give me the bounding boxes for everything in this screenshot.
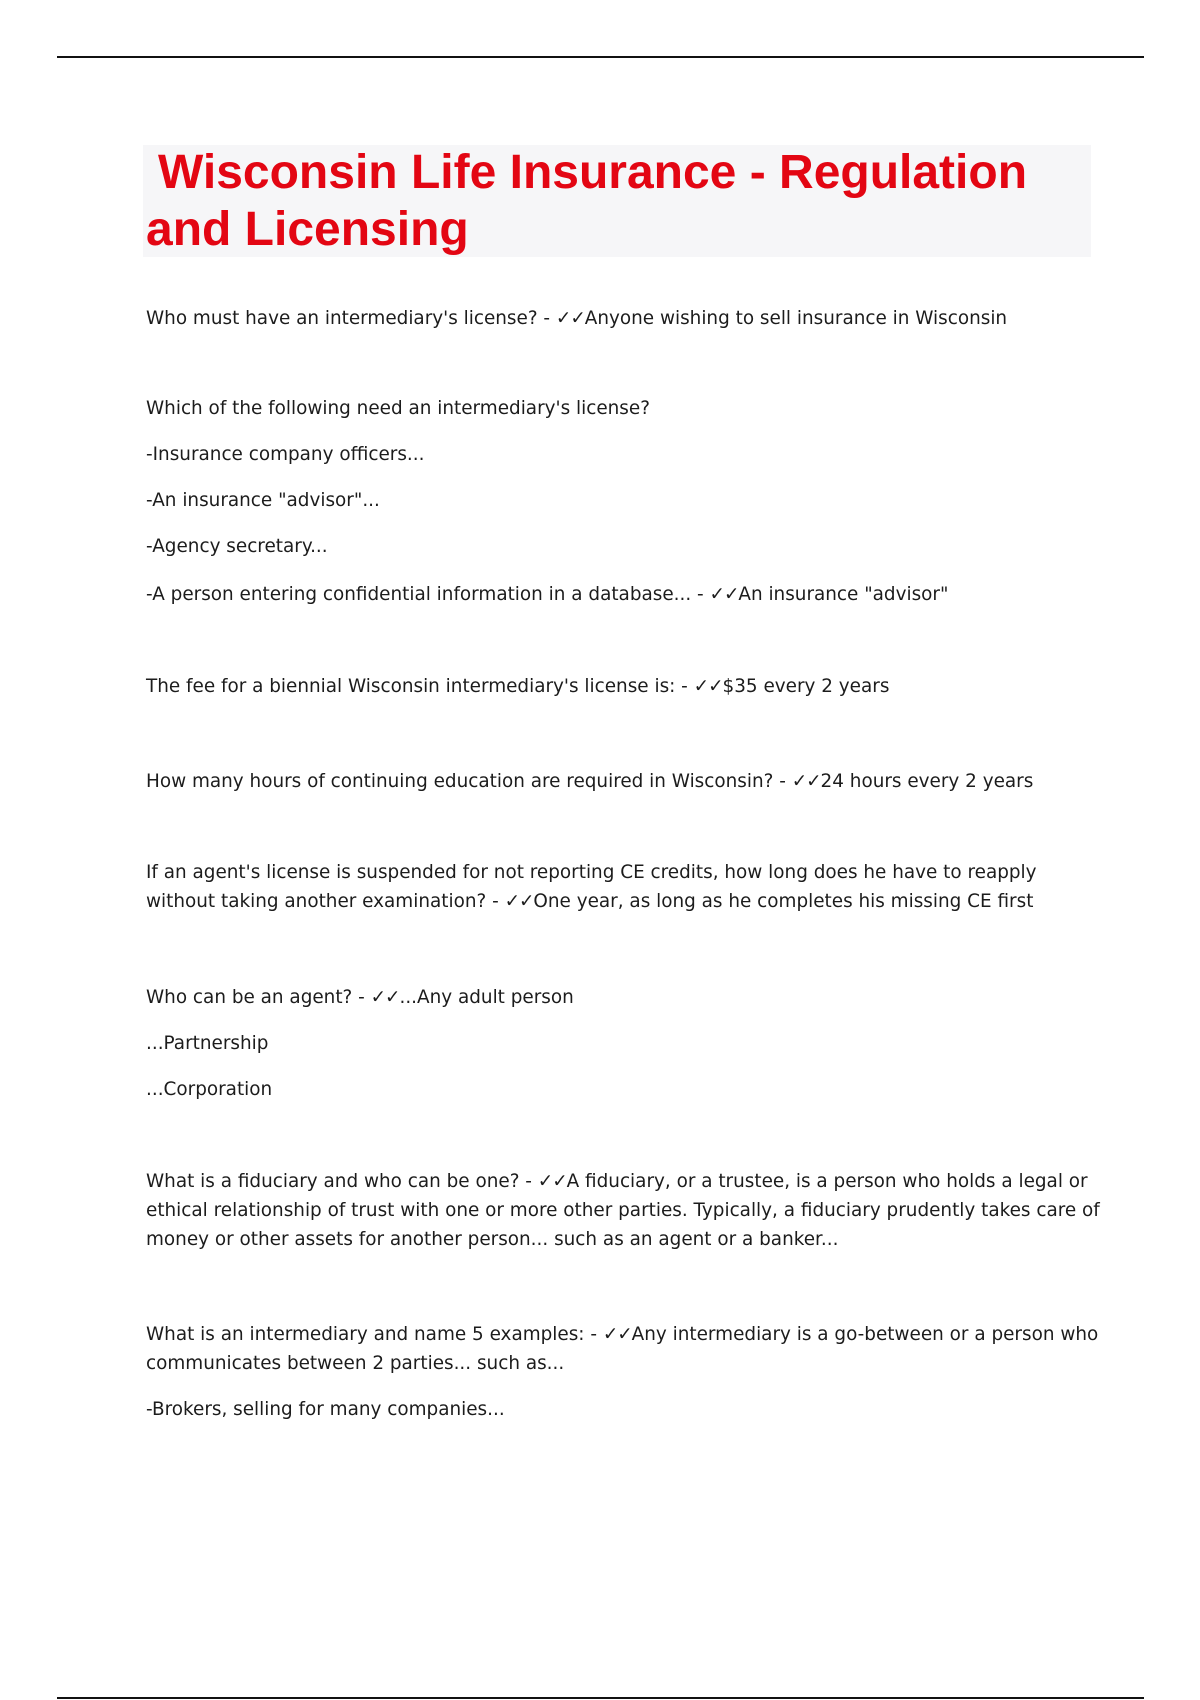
answer-text: $35 every 2 years: [722, 676, 890, 697]
footer-rule: [57, 1697, 1144, 1699]
question-text: Who can be an agent? -: [146, 987, 371, 1008]
double-check-icon: ✓✓: [709, 584, 739, 605]
double-check-icon: ✓✓: [555, 308, 585, 329]
qa-item-8: [146, 1320, 1106, 1378]
question-text: If an agent's license is suspended for not reporting CE credits, how long does he have to reapply without taking another examination? -: [146, 862, 1037, 912]
option-line-3: -Agency secretary...: [146, 536, 328, 557]
answer-text: ...Any adult person: [399, 987, 574, 1008]
answer-text: 24 hours every 2 years: [820, 771, 1034, 792]
document-title-line-2: and Licensing: [146, 203, 469, 256]
qa-item-5: [146, 858, 1106, 916]
document-title: [146, 144, 1086, 258]
qa-item-1: [146, 304, 1007, 333]
qa-item-2-answer-line: [146, 580, 948, 609]
question-text: How many hours of continuing education are required in Wisconsin? -: [146, 771, 792, 792]
question-text: What is an intermediary and name 5 examples: -: [146, 1324, 603, 1345]
answer-line-corporation: ...Corporation: [146, 1079, 273, 1100]
answer-text: An insurance "advisor": [738, 584, 949, 605]
double-check-icon: ✓✓: [537, 1171, 567, 1192]
answer-text: Any intermediary is a go-between or a person who communicates between 2 parties... such as...: [146, 1324, 1099, 1374]
qa-item-6: [146, 983, 574, 1012]
question-text: What is a fiduciary and who can be one? -: [146, 1171, 538, 1192]
qa-item-3: [146, 672, 889, 701]
header-rule: [57, 56, 1144, 58]
qa-item-7: [146, 1167, 1106, 1254]
option-line-1: -Insurance company officers...: [146, 444, 425, 465]
question-text: Who must have an intermediary's license? -: [146, 308, 556, 329]
question-2: Which of the following need an intermediary's license?: [146, 398, 650, 419]
answer-line-partnership: ...Partnership: [146, 1033, 269, 1054]
answer-line-brokers: -Brokers, selling for many companies...: [146, 1399, 505, 1420]
double-check-icon: ✓✓: [791, 771, 821, 792]
double-check-icon: ✓✓: [693, 676, 723, 697]
double-check-icon: ✓✓: [370, 987, 400, 1008]
document-title-line-1: Wisconsin Life Insurance - Regulation: [158, 146, 1028, 199]
option-line-2: -An insurance "advisor"...: [146, 490, 380, 511]
qa-item-4: [146, 767, 1033, 796]
answer-text: One year, as long as he completes his missing CE first: [533, 891, 1034, 912]
double-check-icon: ✓✓: [602, 1324, 632, 1345]
answer-text: Anyone wishing to sell insurance in Wisconsin: [584, 308, 1008, 329]
question-text: The fee for a biennial Wisconsin intermediary's license is: -: [146, 676, 694, 697]
answer-text: A fiduciary, or a trustee, is a person who holds a legal or ethical relationship of trust with one or more other parties. Typically, a fiduciary prudently takes care of money or other assets for another person... such as an agent or a banker...: [146, 1171, 1100, 1250]
double-check-icon: ✓✓: [504, 891, 534, 912]
option-line-4: -A person entering confidential information in a database... -: [146, 584, 710, 605]
